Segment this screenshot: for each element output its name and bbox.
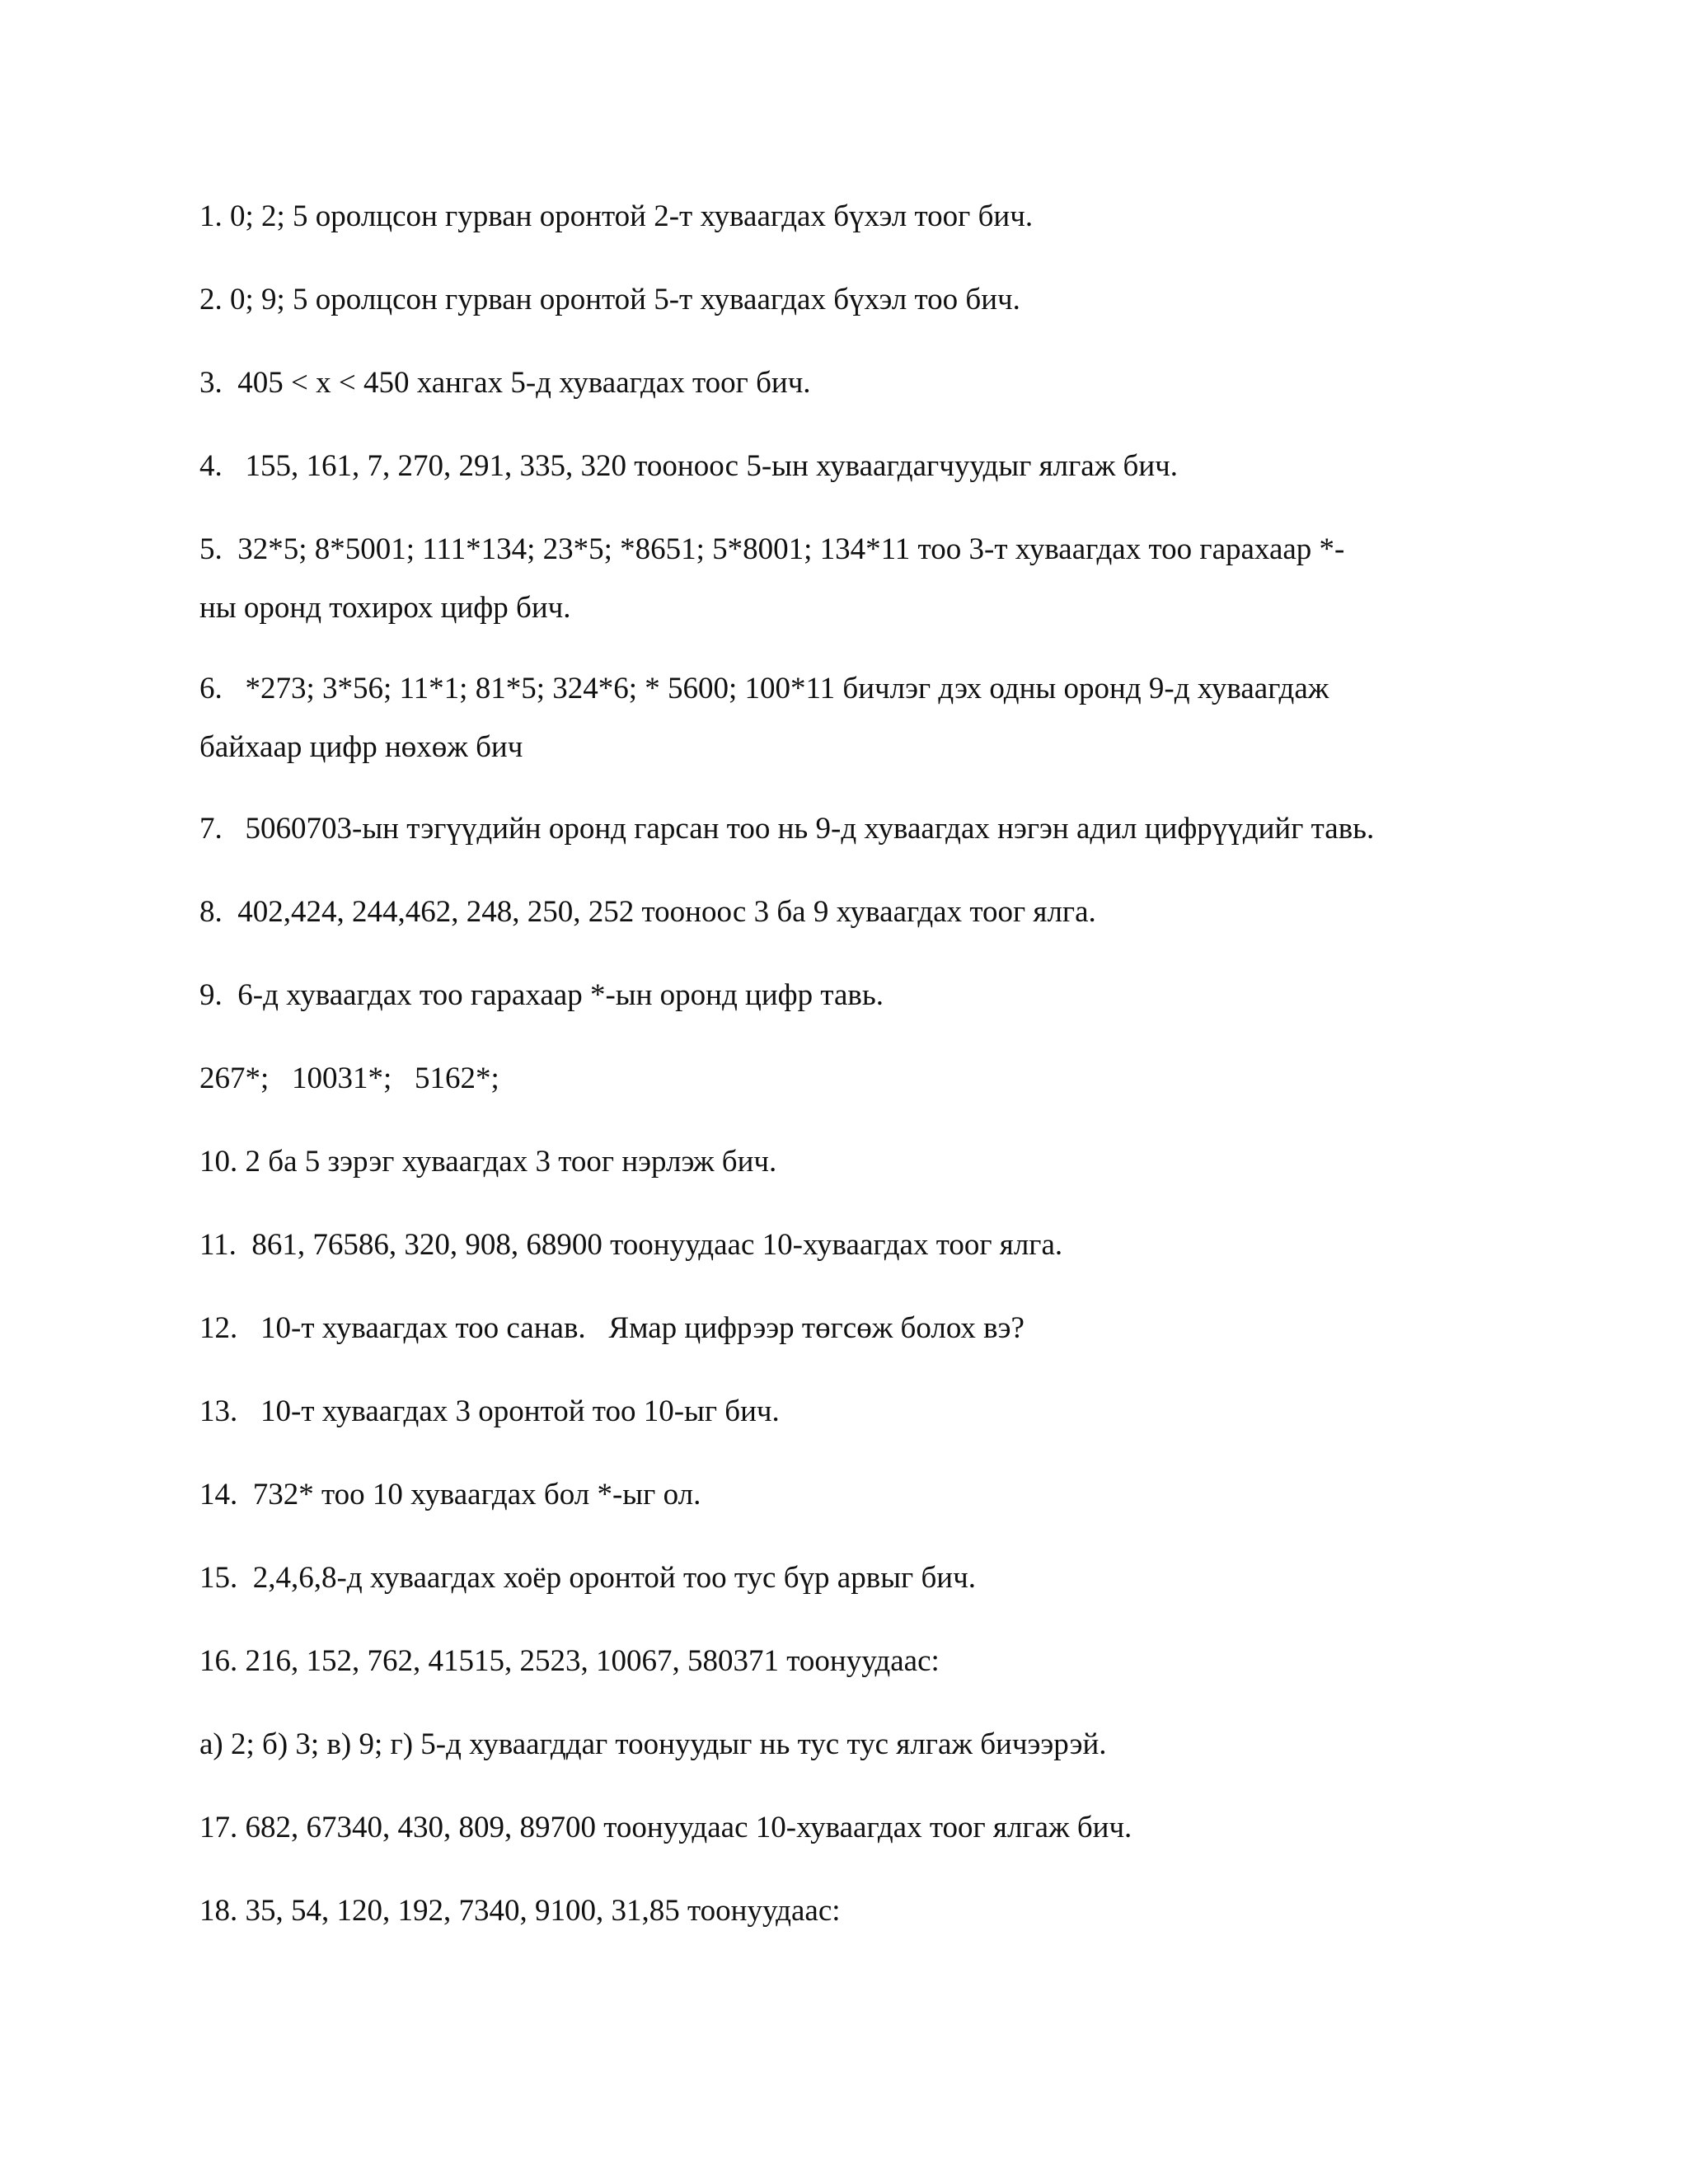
- problem-9-line: 9. 6-д хуваагдах тоо гарахаар *-ын оронд цифр тавь.: [199, 978, 884, 1012]
- problem-16-line: 16. 216, 152, 762, 41515, 2523, 10067, 580371 тоонуудаас:: [199, 1644, 940, 1678]
- problem-15-line: 15. 2,4,6,8-д хуваагдах хоёр оронтой тоо тус бүр арвыг бич.: [199, 1561, 976, 1595]
- problem-11-line: 11. 861, 76586, 320, 908, 68900 тоонуудаас 10-хуваагдах тоог ялга.: [199, 1228, 1063, 1262]
- problem-2-line: 2. 0; 9; 5 оролцсон гурван оронтой 5-т хуваагдах бүхэл тоо бич.: [199, 283, 1020, 316]
- problem-14-line: 14. 732* тоо 10 хуваагдах бол *-ыг ол.: [199, 1478, 701, 1511]
- problem-16-subparts: а) 2; б) 3; в) 9; г) 5-д хуваагддаг тоонуудыг нь тус тус ялгаж бичээрэй.: [199, 1727, 1107, 1761]
- problem-10-line: 10. 2 ба 5 зэрэг хуваагдах 3 тоог нэрлэж бич.: [199, 1145, 777, 1179]
- problem-12-line: 12. 10-т хуваагдах тоо санав. Ямар цифрээр төгсөж болох вэ?: [199, 1311, 1025, 1345]
- problem-17-line: 17. 682, 67340, 430, 809, 89700 тоонуудаас 10-хуваагдах тоог ялгаж бич.: [199, 1811, 1132, 1844]
- problem-7-line: 7. 5060703-ын тэгүүдийн оронд гарсан тоо нь 9-д хуваагдах нэгэн адил цифрүүдийг тавь.: [199, 812, 1375, 846]
- problem-1-line: 1. 0; 2; 5 оролцсон гурван оронтой 2-т хуваагдах бүхэл тоог бич.: [199, 199, 1034, 233]
- problem-8-line: 8. 402,424, 244,462, 248, 250, 252 тооноос 3 ба 9 хуваагдах тоог ялга.: [199, 895, 1096, 929]
- problem-5-continuation: ны оронд тохирох цифр бич.: [199, 591, 571, 625]
- problem-4-line: 4. 155, 161, 7, 270, 291, 335, 320 тооноос 5-ын хуваагдагчуудыг ялгаж бич.: [199, 449, 1178, 483]
- problem-9-numbers: 267*; 10031*; 5162*;: [199, 1062, 499, 1095]
- problem-3-line: 3. 405 < x < 450 хангах 5-д хуваагдах тоог бич.: [199, 366, 811, 400]
- problem-6-line: 6. *273; 3*56; 11*1; 81*5; 324*6; * 5600; 100*11 бичлэг дэх одны оронд 9-д хуваагдаж: [199, 672, 1329, 705]
- problem-5-line: 5. 32*5; 8*5001; 111*134; 23*5; *8651; 5*8001; 134*11 тоо 3-т хуваагдах тоо гарахаар *-: [199, 532, 1345, 566]
- problem-18-line: 18. 35, 54, 120, 192, 7340, 9100, 31,85 тоонуудаас:: [199, 1894, 841, 1928]
- problem-6-continuation: байхаар цифр нөхөж бич: [199, 730, 523, 764]
- problem-13-line: 13. 10-т хуваагдах 3 оронтой тоо 10-ыг бич.: [199, 1394, 780, 1428]
